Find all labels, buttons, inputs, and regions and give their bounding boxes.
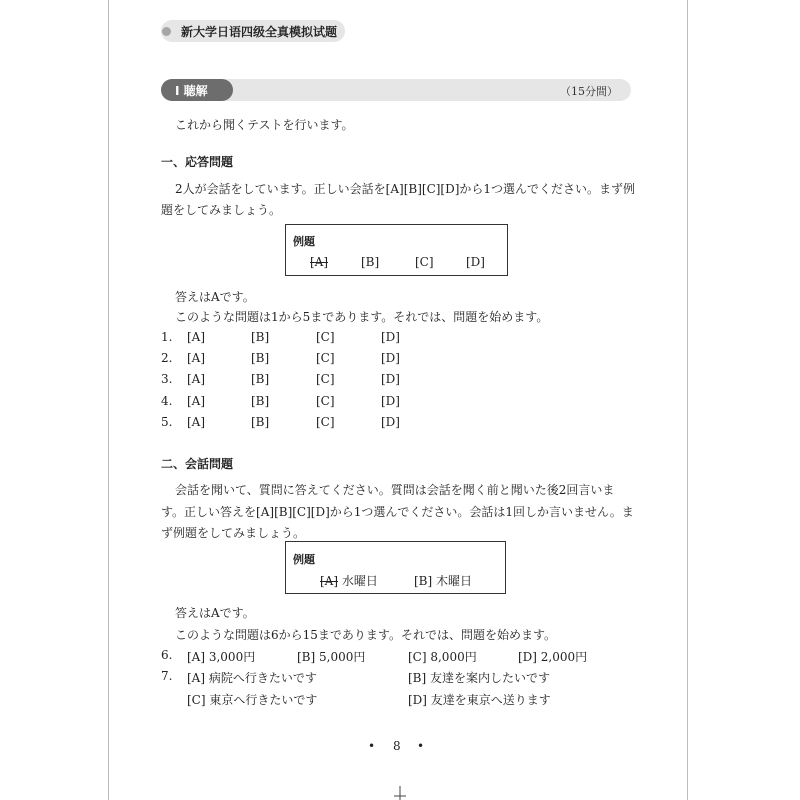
part2-example-option-b: [B] 木曜日 — [414, 574, 472, 588]
question-number: 5. — [161, 415, 173, 429]
footer-bullet-right: • — [417, 739, 425, 753]
page-number: 8 — [393, 739, 401, 753]
part2-instruction-line1: 会話を聞いて、質問に答えてください。質問は会話を聞く前と聞いた後2回言いま — [175, 483, 615, 497]
q6-option-a: [A] 3,000円 — [187, 650, 256, 664]
question-option-b: [B] — [251, 351, 270, 365]
part1-example-label: 例題 — [293, 235, 315, 248]
q7-option-c: [C] 東京へ行きたいです — [187, 693, 318, 707]
question-option-d: [D] — [381, 394, 400, 408]
question-option-c: [C] — [316, 351, 335, 365]
question-number: 2. — [161, 351, 173, 365]
part1-example-option-d: [D] — [466, 255, 485, 269]
question-option-a: [A] — [187, 351, 206, 365]
question-option-d: [D] — [381, 372, 400, 386]
q6-number: 6. — [161, 648, 173, 662]
section-title: Ⅰ 聴解 — [175, 84, 208, 98]
question-option-b: [B] — [251, 415, 270, 429]
part1-example-option-a: [A] — [310, 255, 329, 269]
part2-instruction-line3: ず例題をしてみましょう。 — [161, 526, 306, 540]
question-option-a: [A] — [187, 394, 206, 408]
part2-example-label: 例題 — [293, 553, 315, 566]
question-number: 1. — [161, 330, 173, 344]
question-option-b: [B] — [251, 330, 270, 344]
part1-start-note: このような問題は1から5まであります。それでは、問題を始めます。 — [175, 310, 549, 324]
question-option-c: [C] — [316, 394, 335, 408]
part2-example-option-a — [320, 572, 378, 589]
question-option-d: [D] — [381, 330, 400, 344]
part1-example-option-c: [C] — [415, 255, 434, 269]
question-option-a: [A] — [187, 330, 206, 344]
q6-option-d: [D] 2,000円 — [518, 650, 588, 664]
question-option-c: [C] — [316, 372, 335, 386]
part2-answer-note: 答えはAです。 — [175, 606, 255, 620]
book-title: 新大学日语四级全真模拟试题 — [181, 25, 338, 39]
question-option-d: [D] — [381, 415, 400, 429]
part1-heading: 一、応答問題 — [161, 155, 234, 169]
part1-example-box — [285, 224, 508, 276]
question-option-a: [A] — [187, 372, 206, 386]
q7-option-b: [B] 友達を案内したいです — [408, 671, 550, 685]
question-option-a: [A] — [187, 415, 206, 429]
part2-example-option-a-text: 水曜日 — [338, 574, 378, 588]
part1-instruction-line1: 2人が会話をしています。正しい会話を[A][B][C][D]から1つ選んでください。まず例 — [175, 182, 636, 196]
question-option-c: [C] — [316, 415, 335, 429]
question-number: 3. — [161, 372, 173, 386]
question-option-b: [B] — [251, 394, 270, 408]
question-option-c: [C] — [316, 330, 335, 344]
footer-bullet-left: • — [368, 739, 376, 753]
question-number: 4. — [161, 394, 173, 408]
part2-start-note: このような問題は6から15まであります。それでは、問題を始めます。 — [175, 628, 556, 642]
part2-instruction-line2: す。正しい答えを[A][B][C][D]から1つ選んでください。会話は1回しか言いません。ま — [161, 505, 634, 519]
q7-number: 7. — [161, 669, 173, 683]
part2-heading: 二、会話問題 — [161, 457, 234, 471]
q6-option-c: [C] 8,000円 — [408, 650, 477, 664]
part2-example-option-a-mark: [A] — [320, 574, 339, 588]
intro-text: これから聞くテストを行います。 — [175, 118, 354, 132]
crop-mark-icon — [390, 786, 410, 800]
part1-answer-note: 答えはAです。 — [175, 290, 255, 304]
section-duration: （15分間） — [560, 85, 618, 98]
question-option-b: [B] — [251, 372, 270, 386]
question-option-d: [D] — [381, 351, 400, 365]
bullet-dot-icon — [162, 27, 171, 36]
q7-option-d: [D] 友達を東京へ送ります — [408, 693, 551, 707]
q6-option-b: [B] 5,000円 — [297, 650, 366, 664]
part1-example-option-b: [B] — [361, 255, 380, 269]
q7-option-a: [A] 病院へ行きたいです — [187, 671, 317, 685]
part1-instruction-line2: 題をしてみましょう。 — [161, 203, 282, 217]
part2-example-box — [285, 541, 506, 594]
